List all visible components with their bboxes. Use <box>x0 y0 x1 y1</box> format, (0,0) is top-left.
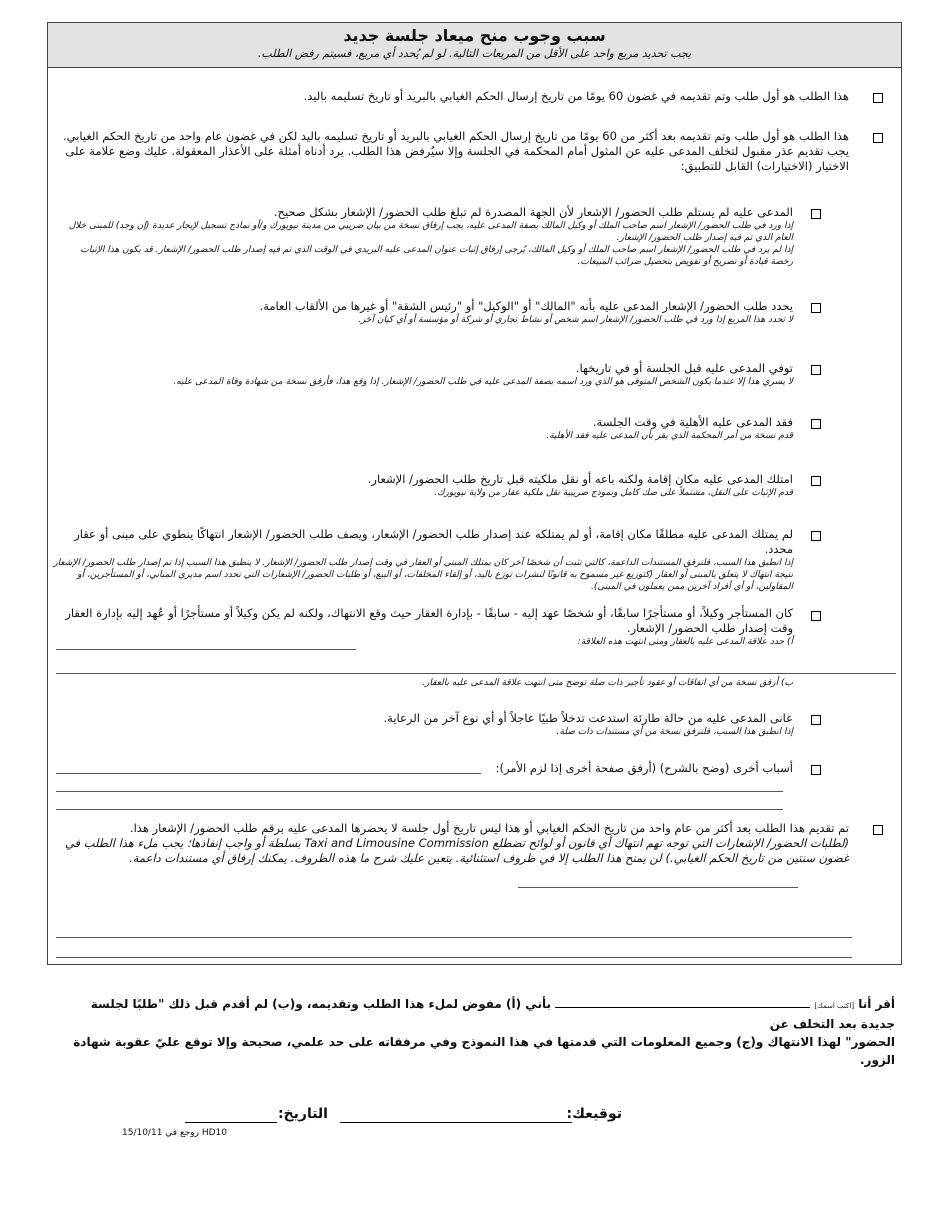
section1-text: هذا الطلب هو أول طلب وتم تقديمه في غضون 60 يومًا من تاريخ إرسال الحكم الغيابي بالبريد أو تاريخ تسليمه باليد. <box>303 89 849 103</box>
option-note: إذا انطبق هذا السبب، فلترفق نسخة من أي مستندات ذات صلة. <box>556 727 793 737</box>
declaration <box>55 995 895 1069</box>
form-title: سبب وجوب منح ميعاد جلسة جديد <box>343 26 606 45</box>
signature-line[interactable] <box>340 1122 572 1123</box>
date-line[interactable] <box>185 1122 277 1123</box>
option-other-reasons: أسباب أخرى (وضح بالشرح) (أرفق صفحة أخرى إذا لزم الأمر): <box>495 761 793 775</box>
option-note: إذا لم يرد في طلب الحضور/ الإشعار اسم صاحب الملك أو وكيل المالك، يُرجى إرفاق إثبات عنوان المدعى عليه البريدي في الوقت الذي تم فيه إصدار طلب الحضور/ الإشعار. قد يكون هذا الإثبات رخصة قيادة أو تصريح أو تفويض بتحصيل ضرائب المبيعات. <box>80 245 793 267</box>
section3-answer-line[interactable] <box>518 887 798 888</box>
form-subtitle: يجب تحديد مربع واحد على الأقل من المربعات التالية. لو لم يُحدد أي مربع، فسيتم رفض الطلب. <box>257 47 692 60</box>
signature-label: توقيعك: <box>566 1106 622 1122</box>
name-hint: [اكتب اسمك] <box>814 1002 855 1010</box>
option-generic-title <box>58 299 793 326</box>
checkbox-other-reasons[interactable] <box>811 765 821 775</box>
date-label: التاريخ: <box>277 1106 328 1122</box>
option-incapacitated <box>58 415 793 442</box>
checkbox-over-one-year[interactable] <box>873 825 883 835</box>
section3-note-text: (لطلبات الحضور/ الإشعارات التي توجه تهم انتهاك أي قانون أو لوائح تضطلع Taxi and Limousine Commission بسلطة أو واجب إنفاذها؛ يجب ملء هذا الطلب في غضون سنتين من تاريخ الحكم الغيابي.) لن يمنح هذا الطلب إلا في ظروف استثنائية. يتعين عليك شرح ما هذه الظروف. يمكنك إرفاق أي مستندات داعمة. <box>64 836 849 865</box>
option-note: أ) حدد علاقة المدعى عليه بالعقار ومتى انتهت هذه العلاقة: <box>577 637 793 647</box>
checkbox-improper-service[interactable] <box>811 209 821 219</box>
checkbox-respondent-died[interactable] <box>811 365 821 375</box>
footer-form-code: HD10 روجع في 15/10/11 <box>122 1128 228 1138</box>
checkbox-incapacitated[interactable] <box>811 419 821 429</box>
checkbox-first-request-60-days[interactable] <box>873 93 883 103</box>
form-header <box>48 23 901 68</box>
checkbox-former-agent-tenant[interactable] <box>811 611 821 621</box>
declaration-line-1 <box>55 995 895 1033</box>
section3-answer-line[interactable] <box>56 957 852 958</box>
checkbox-property-sold[interactable] <box>811 476 821 486</box>
option-main-text: امتلك المدعى عليه مكان إقامة ولكنه باعه أو نقل ملكيته قبل تاريخ طلب الحضور/ الإشعار. <box>367 472 793 486</box>
option-note: إذا انطبق هذا السبب، فلترفق المستندات الداعمة، كالتي تثبت أن شخصًا آخر كان يمتلك المبنى أو العقار في وقت إصدار طلب الحضور/ الإشعار. لا ينطبق هذا السبب إذا تم إصدار طلب الحضور/ الإشعار نتيجة انتهاك لا يتعلق بالمبنى أو العقار (كتوزيع غير مسموح به قانونًا لنشرات توزع باليد، أو إلقاء المخلفات، أو البيع، أو طلبات الحضور/ الإشعارات التي تحدد اسم مديري المباني، أو المستأجرين، أو المقاولين، أو أي أفراد آخرين ممن يعملون في المبنى). <box>53 558 793 592</box>
option-main-text: عانى المدعى عليه من حالة طارئة استدعت تدخلاً طبيًا عاجلاً أو أي نوع آخر من الرعاية. <box>383 711 793 725</box>
option-main-text: المدعى عليه لم يستلم طلب الحضور/ الإشعار لأن الجهة المصدرة لم تبلغ طلب الحضور/ الإشعار بشكل صحيح. <box>273 205 793 219</box>
option-respondent-died <box>58 361 793 388</box>
checkbox-first-request-over-60-days[interactable] <box>873 133 883 143</box>
option-main-text: يحدد طلب الحضور/ الإشعار المدعى عليه بأنه "المالك" أو "الوكيل" أو "رئيس الشقة" أو غيرها من الألقاب العامة. <box>259 299 793 313</box>
declaration-text-2: الحضور" لهذا الانتهاك و(ج) وجميع المعلومات التي قدمتها في هذا النموذج وفي مرفقاته على حد علمي، صحيحة وإلا توقع عليّ عقوبة شهادة الزور. <box>73 1035 895 1067</box>
declaration-text-1: بأني (أ) مفوض لملء هذا الطلب وتقديمه، و(ب) لم أقدم قبل ذلك "طلبًا لجلسة جديدة بعد التخلف عن <box>90 997 895 1031</box>
option-note: إذا ورد في طلب الحضور/ الإشعار اسم صاحب الملك أو وكيل المالك بصفة المدعى عليه، يجب إرفاق نسخة من بيان ضريبي من مدينة نيويورك و/أو نماذج تسجيل لإيجار عديدة (إن وجد) للمبنى خلال العام الذي تم فيه إصدار طلب الحضور/ الإشعار. <box>68 221 793 243</box>
option-note: ب) أرفق نسخة من أي اتفاقات أو عقود تأجير ذات صلة توضح متى انتهت علاقة المدعى عليه بالعقار. <box>422 678 793 688</box>
section2-text: هذا الطلب هو أول طلب وتم تقديمه بعد أكثر من 60 يومًا من تاريخ إرسال الحكم الغيابي بالبريد أو تاريخ تسليمه باليد لكن في غضون عام واحد من تاريخ الحكم الغيابي. يجب تقديم عذر مقبول لتخلف المدعى عليه عن المثول أمام المحكمة في الجلسة وإلا سيُرفض هذا الطلب. يرد أدناه أمثلة على الأعذار المعقولة. عليك وضع علامة على الاختيار (الاختيارات) القابل للتطبيق: <box>62 129 849 173</box>
option-note: قدم الإثبات على النقل، مشتملاً على صك كامل ونموذج ضريبية نقل ملكية عقار من ولاية نيويورك. <box>434 488 793 498</box>
section3-answer-line[interactable] <box>56 937 852 938</box>
checkbox-never-owned[interactable] <box>811 531 821 541</box>
checkbox-generic-title[interactable] <box>811 303 821 313</box>
relationship-answer-line[interactable] <box>56 673 896 674</box>
option-property-sold <box>58 472 793 499</box>
form-box <box>47 22 902 965</box>
other-reasons-line[interactable] <box>56 773 481 774</box>
option-main-text: كان المستأجر وكيلاً، أو مستأجرًا سابقًا، أو شخصًا عهد إليه - سابقًا - بإدارة العقار حيث وقع الانتهاك، ولكنه لم يكن وكيلاً أو مستأجرًا أو عُهد إليه بإدارة العقار وقت إصدار طلب الحضور/ الإشعار. <box>65 606 793 635</box>
option-medical-emergency <box>58 711 793 738</box>
option-main-text: فقد المدعى عليه الأهلية في وقت الجلسة. <box>592 415 793 429</box>
relationship-answer-line[interactable] <box>56 649 356 650</box>
other-reasons-line[interactable] <box>56 791 783 792</box>
section3 <box>59 821 849 866</box>
option-note: لا تحدد هذا المربع إذا ورد في طلب الحضور/ الإشعار اسم شخص أو نشاط تجاري أو شركة أو مؤسسة أو أي كيان آخر. <box>358 315 793 325</box>
other-reasons-line[interactable] <box>56 809 783 810</box>
declaration-prefix: أقر أنا <box>858 997 895 1011</box>
option-main-text: توفي المدعى عليه قبل الجلسة أو في تاريخها. <box>575 361 793 375</box>
option-note: لا يسري هذا إلا عندما يكون الشخص المتوفى هو الذي ورد اسمه بصفة المدعى عليه في طلب الحضور/ الإشعار. إذا وقع هذا، فأرفق نسخة من شهادة وفاة المدعى عليه. <box>173 377 793 387</box>
checkbox-medical-emergency[interactable] <box>811 715 821 725</box>
option-improper-service <box>58 205 793 268</box>
option-main-text: لم يمتلك المدعى عليه مطلقًا مكان إقامة، أو لم يمتلكه عند إصدار طلب الحضور/ الإشعار، ويصف طلب الحضور/ الإشعار انتهاكًا ينطوي على مبنى أو عقار محدد. <box>74 527 793 556</box>
name-input-line[interactable] <box>555 995 810 1008</box>
section3-main-text: تم تقديم هذا الطلب بعد أكثر من عام واحد من تاريخ الحكم الغيابي أو هذا ليس تاريخ أول جلسة لا يحضرها المدعى عليه برقم طلب الحضور/ الإشعار هذا. <box>129 821 849 835</box>
option-former-agent-tenant <box>53 606 793 648</box>
option-never-owned <box>53 527 793 593</box>
option-note: قدم نسخة من أمر المحكمة الذي يقر بأن المدعى عليه فقد الأهلية. <box>546 431 793 441</box>
